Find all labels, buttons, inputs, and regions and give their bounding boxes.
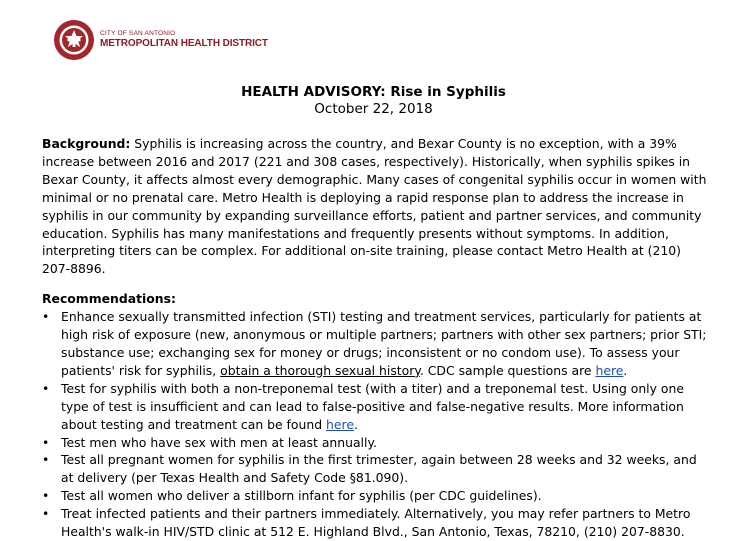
list-item: • Treat infected patients and their partners immediately. Alternatively, you may refer partners to Metro Health's walk-in HIV/STD clinic at 512 E. Highland Blvd., San Antonio, Texas, 78210, (210) 207-8830. <box>42 506 691 540</box>
bullet-icon: • <box>42 309 50 325</box>
bullet-icon: • <box>42 380 50 396</box>
metro-health-logo <box>52 18 268 62</box>
logo-city-text: CITY OF SAN ANTONIO <box>100 29 176 37</box>
bullet-icon: • <box>42 488 50 504</box>
bullet-icon: • <box>42 434 50 450</box>
city-seal-icon <box>52 18 96 62</box>
testing-info-link[interactable]: here <box>326 416 354 432</box>
recommendations-heading: Recommendations: <box>42 291 176 307</box>
cdc-questions-link[interactable]: here <box>595 362 624 378</box>
recommendations-list <box>42 308 710 541</box>
list-item: • Test all pregnant women for syphilis in the first trimester, again between 28 weeks and 32 weeks, and at delivery (per Texas Health and Safety Code §81.090). <box>42 452 697 486</box>
sexual-history-link[interactable]: obtain a thorough sexual history <box>220 362 420 378</box>
advisory-date: October 22, 2018 <box>314 101 433 117</box>
background-text: Syphilis is increasing across the country, and Bexar County is no exception, with a 39% increase between 2016 and 2017 (221 and 308 cases, respectively). Historically, when syphilis spikes in Bexar County, it affects almost every demographic. Many cases of congenital syphilis occur in women with minimal or no prenatal care. Metro Health is deploying a rapid response plan to address the increase in syphilis in our community by expanding surveillance efforts, patient and partner services, and community education. Syphilis has many manifestations and frequently presents without symptoms. In addition, interpreting titers can be complex. For additional on-site training, please contact Metro Health at (210) 207-8896. <box>42 136 707 277</box>
advisory-body <box>42 135 710 541</box>
background-label: Background: <box>42 136 131 151</box>
list-item: • Test all women who deliver a stillborn infant for syphilis (per CDC guidelines). <box>42 488 542 504</box>
list-item: • Enhance sexually transmitted infection (STI) testing and treatment services, particularly for patients at high risk of exposure (new, anonymous or multiple partners; partners with other sex partners; prior STI; substance use; exchanging sex for money or drugs; inconsistent or no condom use). To assess your patients' risk for syphilis, obtain a thorough sexual history. CDC sample questions are here. <box>42 309 707 378</box>
bullet-icon: • <box>42 452 50 468</box>
advisory-title: HEALTH ADVISORY: Rise in Syphilis <box>241 84 506 100</box>
bullet-icon: • <box>42 506 50 522</box>
list-item: • Test men who have sex with men at least annually. <box>42 434 377 450</box>
advisory-heading <box>0 84 747 118</box>
background-paragraph <box>42 135 710 278</box>
logo-district-text: METROPOLITAN HEALTH DISTRICT <box>100 38 268 50</box>
list-item: • Test for syphilis with both a non-treponemal test (with a titer) and a treponemal test. Using only one type of test is insufficient and can lead to false-positive and false-negative results. More information about testing and treatment can be found here. <box>42 380 684 432</box>
